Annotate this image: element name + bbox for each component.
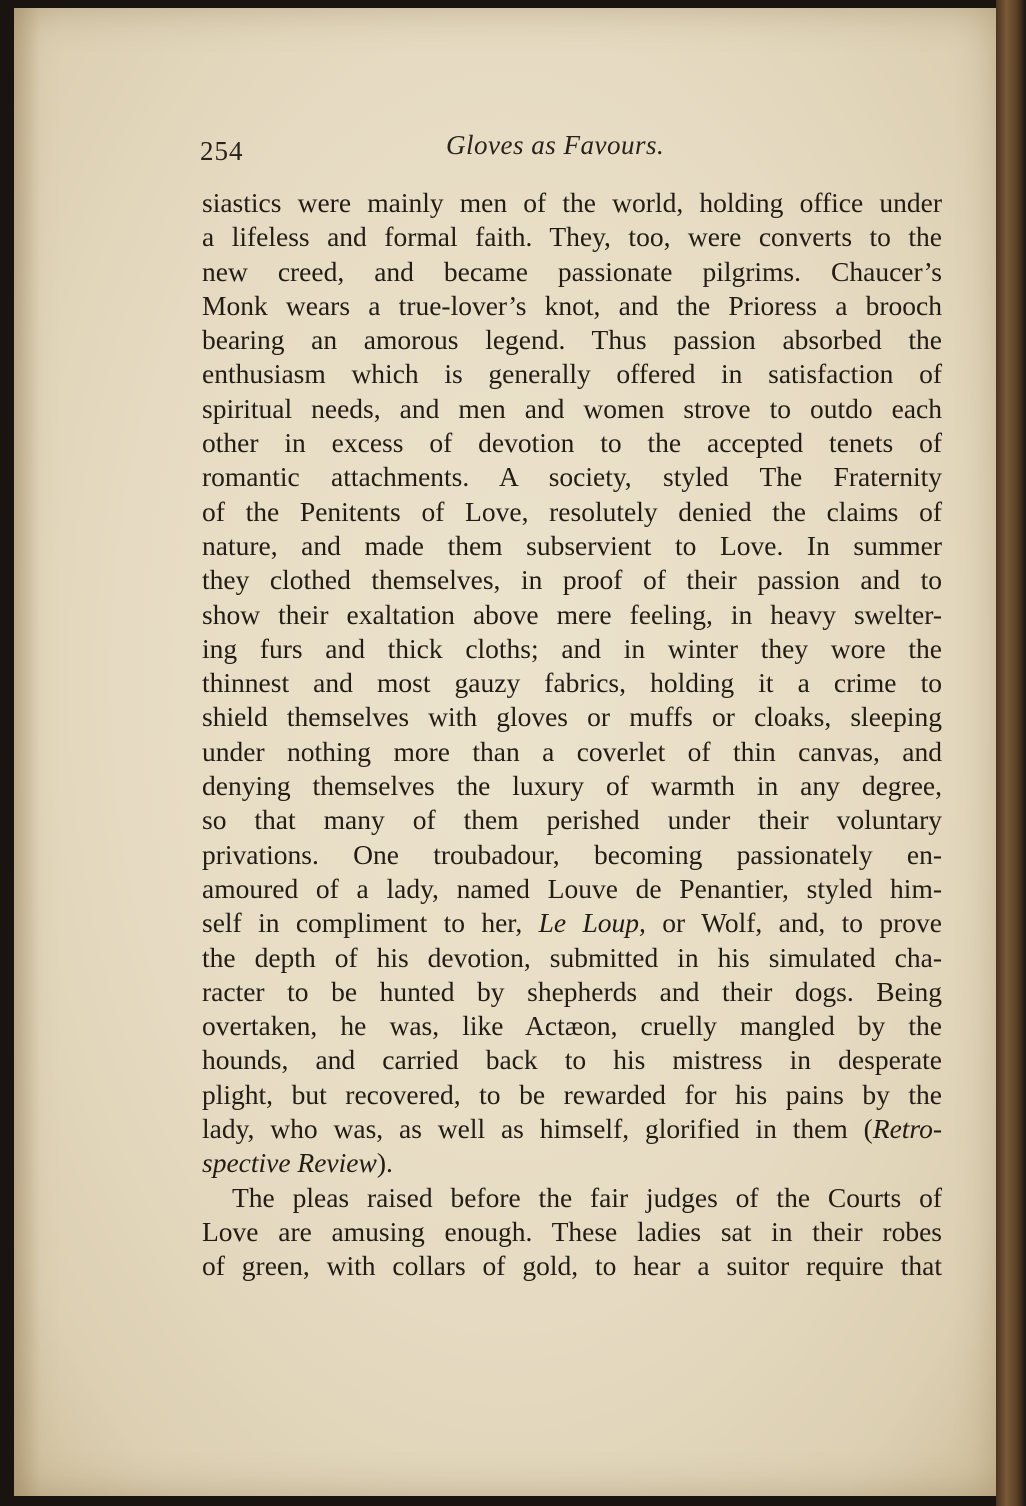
text-line: show their exaltation above mere feeling, in heavy swelter- [202,598,942,630]
text-line: privations. One troubadour, becoming passionately en- [202,838,942,870]
text-line: shield themselves with gloves or muffs or cloaks, sleeping [202,701,942,733]
page-header [200,130,945,170]
text-line: a lifeless and formal faith. They, too, were converts to the [202,221,942,253]
text-line: romantic attachments. A society, styled The Fraternity [202,461,942,493]
text-run: or Wolf, and, to prove [645,907,942,939]
text-line: hounds, and carried back to his mistress in desperate [202,1044,942,1076]
text-line: the depth of his devotion, submitted in his simulated cha- [202,941,942,973]
text-line: Monk wears a true-lover’s knot, and the Prioress a brooch [202,289,942,321]
text-line: new creed, and became passionate pilgrims. Chaucer’s [202,255,942,287]
text-line: amoured of a lady, named Louve de Penantier, styled him- [202,872,942,904]
text-line: bearing an amorous legend. Thus passion absorbed the [202,324,942,356]
text-line: other in excess of devotion to the accepted tenets of [202,427,942,459]
text-line: racter to be hunted by shepherds and their dogs. Being [202,975,942,1007]
italic-term: Le Loup, [538,907,646,939]
text-line-with-italic [202,1112,942,1146]
running-title: Gloves as Favours. [446,130,665,160]
text-line: under nothing more than a coverlet of thin canvas, and [202,735,942,767]
book-edge [996,0,1026,1506]
paragraph-start-line: The pleas raised before the fair judges of the Courts of [232,1181,942,1213]
text-run: lady, who was, as well as himself, glorified in them ( [202,1113,873,1145]
text-run: ). [376,1147,393,1179]
page-gutter-shadow [14,8,40,1496]
page-number: 254 [200,136,244,166]
text-line: Love are amusing enough. These ladies sat in their robes [202,1215,942,1247]
text-line: spiritual needs, and men and women strove to outdo each [202,392,942,424]
text-run: self in compliment to her, [202,907,539,939]
text-line: of green, with collars of gold, to hear a suitor require that [202,1250,942,1282]
text-line: plight, but recovered, to be rewarded for his pains by the [202,1078,942,1110]
text-line: overtaken, he was, like Actæon, cruelly mangled by the [202,1010,942,1042]
italic-citation: Retro- [872,1113,942,1145]
text-line: thinnest and most gauzy fabrics, holding it a crime to [202,667,942,699]
text-line: of the Penitents of Love, resolutely denied the claims of [202,495,942,527]
text-line: they clothed themselves, in proof of their passion and to [202,564,942,596]
text-line: so that many of them perished under their voluntary [202,804,942,836]
text-line: denying themselves the luxury of warmth in any degree, [202,770,942,802]
text-line: siastics were mainly men of the world, holding office under [202,187,942,218]
text-line-with-italic [202,906,942,940]
paragraph-end-line [202,1146,942,1180]
italic-citation: spective Review [202,1147,377,1179]
text-line: ing furs and thick cloths; and in winter they wore the [202,632,942,664]
text-line: nature, and made them subservient to Love. In summer [202,529,942,561]
text-line: enthusiasm which is generally offered in satisfaction of [202,358,942,390]
body-text [202,186,942,1284]
